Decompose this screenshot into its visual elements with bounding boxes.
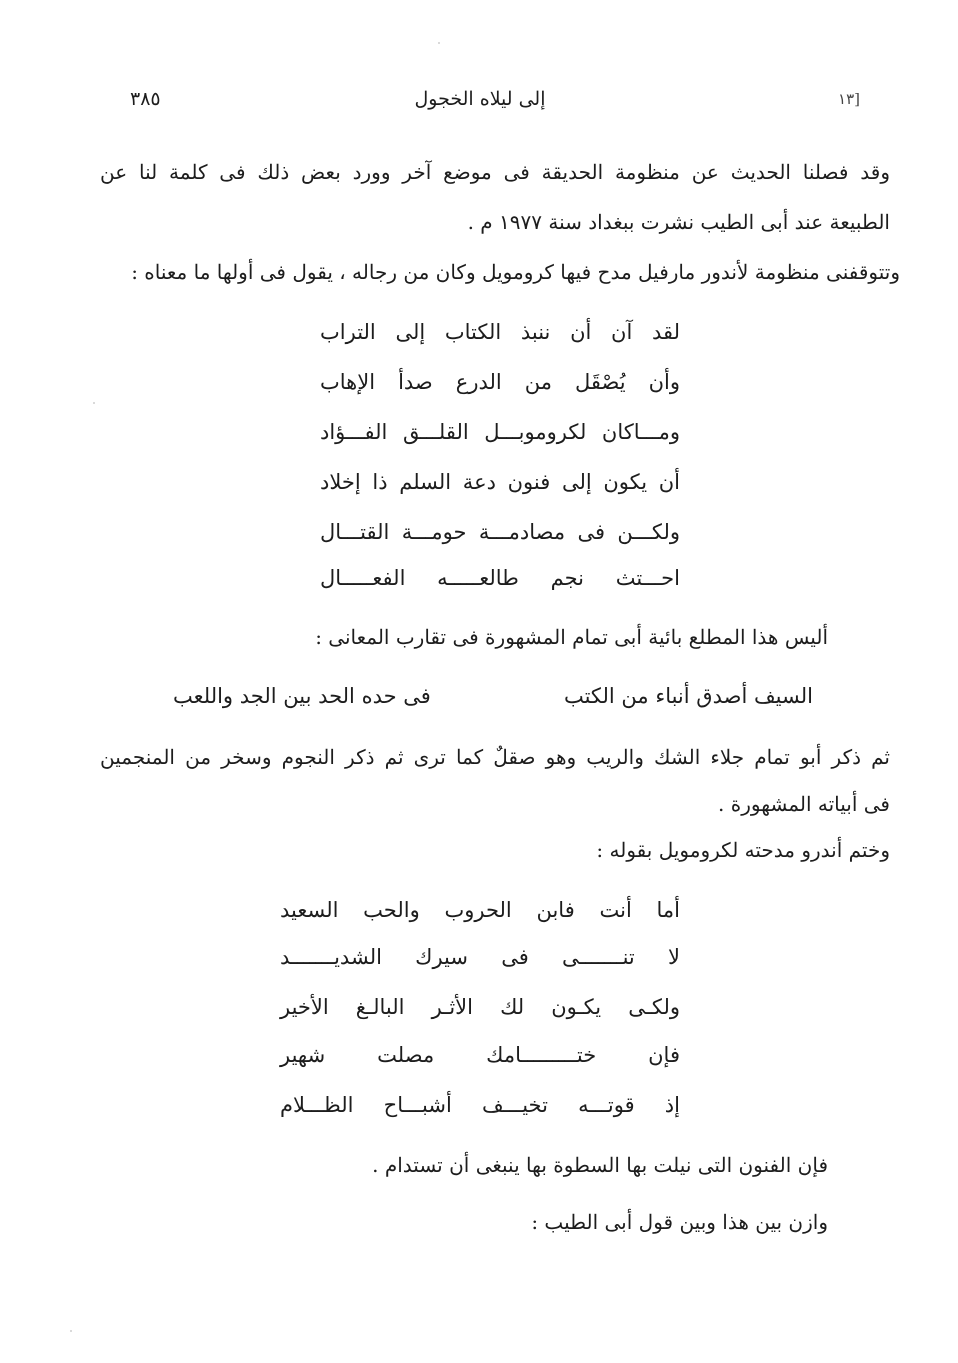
paragraph-line: الطبيعة عند أبى الطيب نشرت ببغداد سنة ١٩٧٧ م . xyxy=(467,210,890,234)
poem-verse: ومـــاكان لكروموبـــل القلـــق الفـــؤاد xyxy=(320,420,680,444)
poem-verse: وأن يُصْقَل من الدرع صدأ الإهاب xyxy=(320,370,680,394)
page-number: ٣٨٥ xyxy=(130,88,161,110)
poem-verse: أن يكون إلى فنون دعة السلم ذا إخلاد xyxy=(320,470,680,494)
scan-speck xyxy=(70,1330,72,1332)
paragraph-line: فى أبياته المشهورة . xyxy=(718,792,890,816)
poem-verse: أما أنت فابن الحروب والحب السعيد xyxy=(280,898,680,922)
scan-speck xyxy=(438,42,440,44)
poem-verse: إذ قوتـــه تخيـــف أشبـــاح الظـــلام xyxy=(280,1093,680,1117)
paragraph-line: وتتوقفنى منظومة لأندور مارفيل مدح فيها كرومويل وكان من رجاله ، يقول فى أولها ما معناه : xyxy=(131,260,900,284)
poem-verse: ولكـى يكـون لك الأثـر البالـغ الأخير xyxy=(280,995,680,1019)
paragraph-line: ثم ذكر أبو تمام جلاء الشك والريب وهو صقلٌ كما ترى ثم ذكر النجوم وسخر من المنجمين xyxy=(100,745,890,769)
section-marker: [١٣ xyxy=(838,90,860,108)
scan-speck xyxy=(93,402,95,404)
page-header xyxy=(100,88,860,118)
poem-verse: فإن ختـــــــــامك مصلت شهير xyxy=(280,1043,680,1067)
poem-verse: احـــتث نجم طالعـــــه الفعـــــال xyxy=(320,566,680,590)
paragraph-line: أليس هذا المطلع بائية أبى تمام المشهورة فى تقارب المعانى : xyxy=(315,625,828,649)
paragraph-line: وقد فصلنا الحديث عن منظومة الحديقة فى موضع آخر وورد بعض ذلك فى كلمة لنا عن xyxy=(100,160,890,184)
running-title: إلى ليلاه الخجول xyxy=(414,88,546,110)
poem-verse: ولكـــن فى مصادمـــة حومـــة القتـــال xyxy=(320,520,680,544)
paragraph-line: وازن بين هذا وبين قول أبى الطيب : xyxy=(531,1210,828,1234)
verse-first-hemistich: السيف أصدق أنباء من الكتب xyxy=(563,684,813,708)
paragraph-line: فإن الفنون التى نيلت بها السطوة بها ينبغى أن تستدام . xyxy=(372,1153,828,1177)
poem-verse: لقد آن أن ننبذ الكتاب إلى التراب xyxy=(320,320,680,344)
paragraph-line: وختم أندرو مدحته لكرومويل بقوله : xyxy=(596,838,890,862)
verse-second-hemistich: فى حده الحد بين الجد واللعب xyxy=(173,684,431,708)
poem-verse: لا تنـــــــى فى سيرك الشديـــــــد xyxy=(280,945,680,969)
